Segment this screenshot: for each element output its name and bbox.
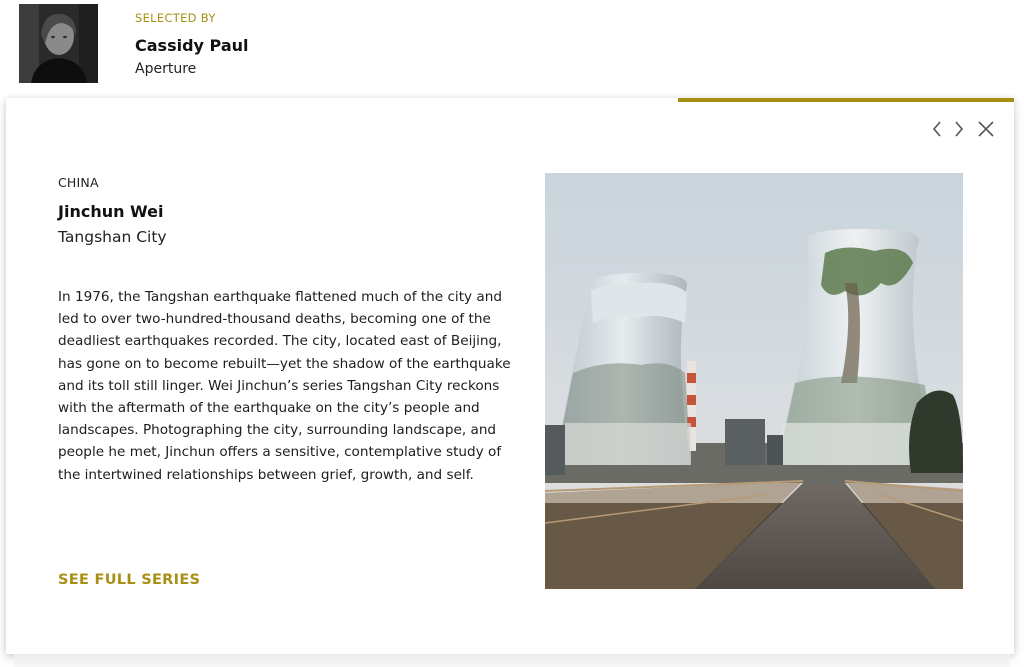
close-icon [977,120,995,138]
artist-name: Jinchun Wei [58,202,164,221]
selected-by-label: SELECTED BY [135,11,216,25]
see-full-series-link[interactable]: SEE FULL SERIES [58,572,201,588]
page-footer-edge [14,654,1010,667]
previous-button[interactable] [928,120,946,138]
curator-organization: Aperture [135,61,197,77]
series-card [6,98,1014,654]
series-photo[interactable] [545,173,963,589]
close-button[interactable] [977,120,995,138]
cooling-towers-photo [545,173,963,589]
region-label: CHINA [58,175,99,190]
portrait-image [19,4,98,83]
series-description: In 1976, the Tangshan earthquake flattened much of the city and led to over two-hundred-thousand deaths, becoming one of the deadliest earthquakes recorded. The city, located east of Beijing, has gone on to become rebuilt—yet the shadow of the earthquake and its toll still linger. Wei Jinchun’s series Tangshan City reckons with the aftermath of the earthquake on the city’s people and landscapes. Photographing the city, surrounding landscape, and people he met, Jinchun offers a sensitive, contemplative study of the intertwined relationships between grief, growth, and self. [58,289,511,483]
selected-by-header [0,0,1024,96]
next-button[interactable] [950,120,968,138]
series-title: Tangshan City [58,228,167,246]
chevron-left-icon [931,120,943,138]
chevron-right-icon [953,120,965,138]
slide-progress-bar [678,98,1014,102]
curator-avatar [19,4,98,83]
curator-name[interactable]: Cassidy Paul [135,36,249,55]
